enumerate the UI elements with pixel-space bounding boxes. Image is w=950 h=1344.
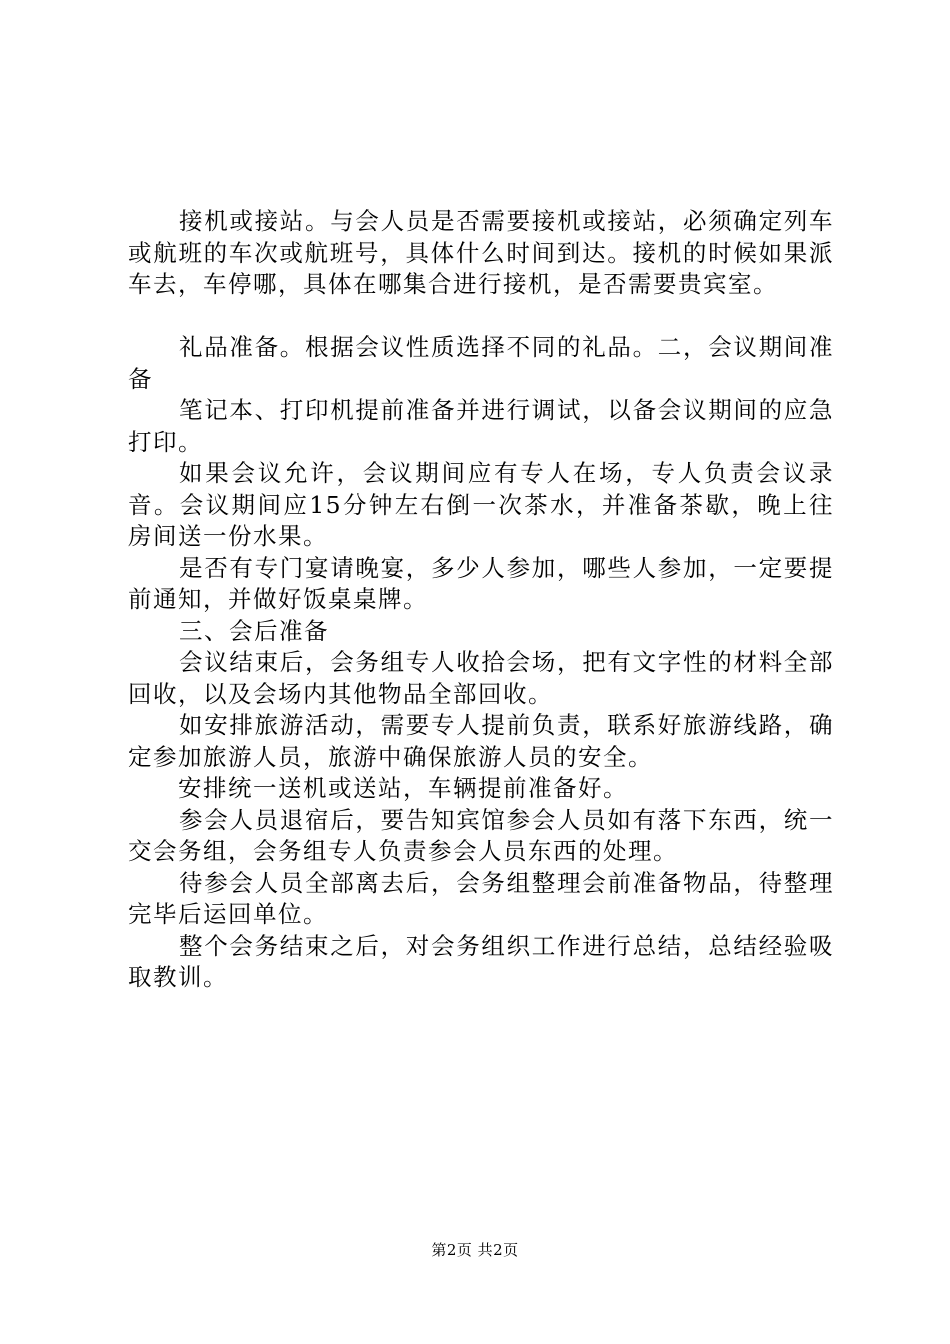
paragraph-checkout: 参会人员退宿后，要告知宾馆参会人员如有落下东西，统一交会务组，会务组专人负责参会人员东西的处理。 <box>128 805 834 865</box>
paragraph-cleanup: 会议结束后，会务组专人收拾会场，把有文字性的材料全部回收，以及会场内其他物品全部回收。 <box>128 648 834 708</box>
paragraph-gifts: 礼品准备。根据会议性质选择不同的礼品。二，会议期间准备 <box>128 333 834 393</box>
paragraph-pickup: 接机或接站。与会人员是否需要接机或接站，必须确定列车或航班的车次或航班号，具体什么时间到达。接机的时候如果派车去，车停哪，具体在哪集合进行接机，是否需要贵宾室。 <box>128 207 834 298</box>
paragraph-recording-tea: 如果会议允许，会议期间应有专人在场，专人负责会议录音。会议期间应15分钟左右倒一次茶水，并准备茶歇，晚上往房间送一份水果。 <box>128 459 834 550</box>
paragraph-send-off: 安排统一送机或送站，车辆提前准备好。 <box>178 774 628 802</box>
paragraph-return-items: 待参会人员全部离去后，会务组整理会前准备物品，待整理完毕后运回单位。 <box>128 868 834 928</box>
section-heading-after-meeting: 三、会后准备 <box>179 616 329 645</box>
paragraph-summary: 整个会务结束之后，对会务组织工作进行总结，总结经验吸取教训。 <box>128 931 834 991</box>
document-body <box>128 206 834 994</box>
paragraph-laptop-printer: 笔记本、打印机提前准备并进行调试，以备会议期间的应急打印。 <box>128 396 834 456</box>
page-number-footer: 第2页 共2页 <box>431 1241 519 1259</box>
paragraph-dinner: 是否有专门宴请晚宴，多少人参加，哪些人参加，一定要提前通知，并做好饭桌桌牌。 <box>128 553 834 613</box>
paragraph-tourism: 如安排旅游活动，需要专人提前负责，联系好旅游线路，确定参加旅游人员，旅游中确保旅游人员的安全。 <box>128 711 834 771</box>
